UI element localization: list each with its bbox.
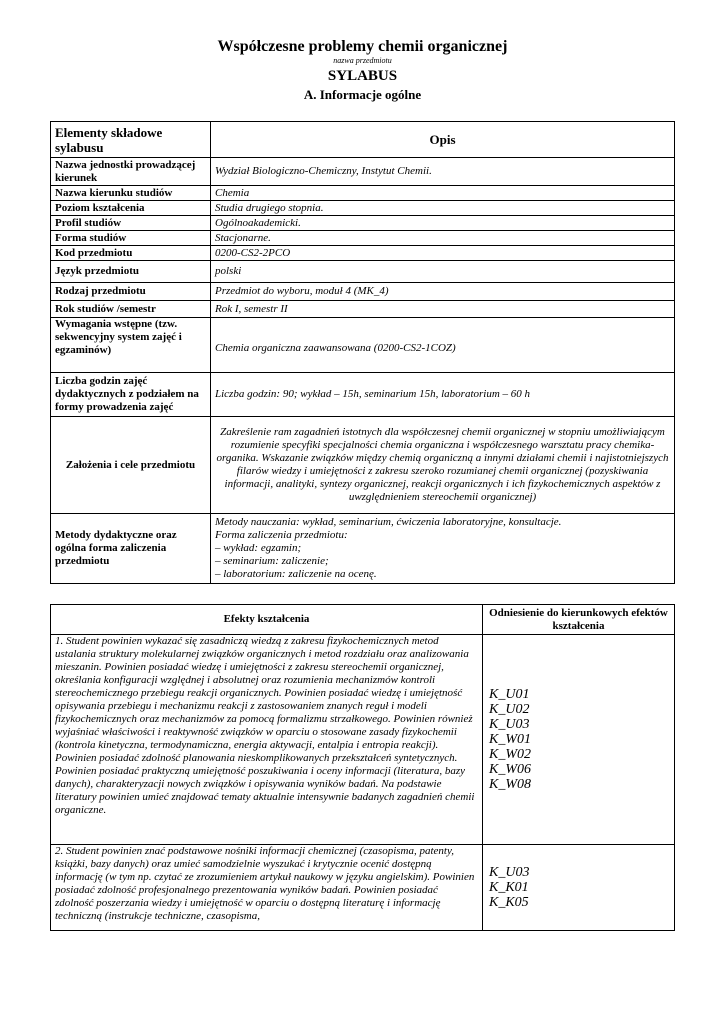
table-row (51, 845, 675, 931)
sylabus-heading: SYLABUS (327, 68, 398, 84)
row-label: Wymagania wstępne (tzw. sekwencyjny system zajęć i egzaminów) (51, 318, 211, 373)
outcome-code: K_W01 (489, 732, 531, 747)
outcome-code: K_U03 (489, 717, 530, 732)
row-label: Rodzaj przedmiotu (51, 283, 211, 301)
value-line: Forma zaliczenia przedmiotu: (215, 529, 348, 541)
effects-table-header (51, 605, 675, 635)
outcome-code: K_K01 (489, 880, 529, 895)
info-table-header (51, 122, 675, 158)
row-value: Przedmiot do wyboru, moduł 4 (MK_4) (211, 283, 675, 301)
row-label: Założenia i cele przedmiotu (51, 417, 211, 514)
value-line: Metody nauczania: wykład, seminarium, ćwiczenia laboratoryjne, konsultacje. (215, 516, 562, 528)
value-line: – laboratorium: zaliczenie na ocenę. (215, 568, 377, 580)
row-label: Metody dydaktyczne oraz ogólna forma zaliczenia przedmiotu (51, 514, 211, 584)
row-label: Nazwa kierunku studiów (51, 186, 211, 201)
row-value: polski (211, 261, 675, 283)
outcome-code: K_W02 (489, 747, 531, 762)
table-row (51, 373, 675, 417)
row-value: 0200-CS2-2PCO (211, 246, 675, 261)
general-info-table (50, 121, 675, 584)
table-row (51, 216, 675, 231)
elements-header: Elementy składowe sylabusu (51, 122, 211, 158)
outcome-codes (483, 845, 675, 931)
effects-header: Efekty kształcenia (51, 605, 483, 635)
opis-header: Opis (211, 122, 675, 158)
table-row (51, 201, 675, 216)
row-label: Nazwa jednostki prowadzącej kierunek (51, 158, 211, 186)
section-heading: A. Informacje ogólne (303, 87, 422, 102)
row-value: Stacjonarne. (211, 231, 675, 246)
course-title: Współczesne problemy chemii organicznej (217, 38, 508, 55)
row-value: Ogólnoakademicki. (211, 216, 675, 231)
row-label: Rok studiów /semestr (51, 301, 211, 318)
course-title-caption: nazwa przedmiotu (333, 56, 392, 65)
table-row (51, 186, 675, 201)
table-row (51, 231, 675, 246)
row-label: Liczba godzin zajęć dydaktycznych z podziałem na formy prowadzenia zajęć (51, 373, 211, 417)
table-row (51, 635, 675, 845)
value-line: – seminarium: zaliczenie; (215, 555, 329, 567)
table-row (51, 283, 675, 301)
outcome-code: K_U03 (489, 865, 530, 880)
row-value (211, 514, 675, 584)
outcome-codes (483, 635, 675, 845)
row-value: Rok I, semestr II (211, 301, 675, 318)
value-line: – wykład: egzamin; (215, 542, 302, 554)
learning-outcomes-table (50, 604, 675, 931)
table-row (51, 301, 675, 318)
table-row (51, 261, 675, 283)
outcome-code: K_U01 (489, 687, 530, 702)
row-label: Poziom kształcenia (51, 201, 211, 216)
row-label: Język przedmiotu (51, 261, 211, 283)
row-label: Kod przedmiotu (51, 246, 211, 261)
outcome-code: K_K05 (489, 895, 529, 910)
outcome-description: 1. Student powinien wykazać się zasadniczą wiedzą z zakresu fizykochemicznych metod ustalania struktury molekularnej związków organicznych i metod rozdziału oraz analizowania mieszanin. Powinien posiadać wiedzę i umiejętności z zakresu stereochemii organicznej, określania konfiguracji względnej i absolutnej oraz rozumienia mechanizmów kontroli stereochemicznego przebiegu reakcji organicznych. Powinien posiadać wiedzę i umiejętność opisywania przebiegu i mechanizmu reakcji z zastosowaniem znanych reguł i modeli fizykochemicznych oraz mechanizmów za pomocą formalizmu strzałkowego. Powinien również wyjaśniać właściwości i reaktywność związków w oparciu o stosowane zasady fizykochemii (kontrola kinetyczna, termodynamiczna, energia aktywacji, entalpia i entropia reakcji). Powinien posiadać zdolność planowania nieskomplikowanych przekształceń syntetycznych. Powinien posiadać praktyczną umiejętność poszukiwania i oceny informacji (literatura, bazy danych), charakteryzacji nowych związków i opisywania wyników badań. Na podstawie literatury powinien umieć znajdować tematy aktualnie intensywnie badanych zagadnień chemii organiczne. (51, 635, 483, 845)
table-row (51, 158, 675, 186)
row-value: Liczba godzin: 90; wykład – 15h, seminarium 15h, laboratorium – 60 h (211, 373, 675, 417)
outcome-code: K_W08 (489, 777, 531, 792)
table-row (51, 246, 675, 261)
outcome-code: K_W06 (489, 762, 531, 777)
reference-header: Odniesienie do kierunkowych efektów kształcenia (483, 605, 675, 635)
outcome-code: K_U02 (489, 702, 530, 717)
outcome-description: 2. Student powinien znać podstawowe nośniki informacji chemicznej (czasopisma, patenty, książki, bazy danych) oraz umieć samodzielnie wyszukać i krytycznie ocenić dostępną informację (w tym np. czytać ze zrozumieniem artykuł naukowy w języku angielskim). Powinien posiadać zdolność profesjonalnego prezentowania wyników badań. Powinien posiadać zdolność poszerzania wiedzy i umiejętność w oparciu o dostępną literaturę i informację techniczną (instrukcje techniczne, czasopisma, (51, 845, 483, 931)
page-header (0, 38, 725, 102)
table-row (51, 514, 675, 584)
row-value: Chemia (211, 186, 675, 201)
table-row (51, 417, 675, 514)
row-value: Wydział Biologiczno-Chemiczny, Instytut Chemii. (211, 158, 675, 186)
row-value: Zakreślenie ram zagadnień istotnych dla współczesnej chemii organicznej w stopniu umożliwiającym rozumienie specyfiki specjalności chemia organiczna i współczesnego warsztatu pracy chemika-organika. Wskazanie związków między chemią organiczną a innymi działami chemii i najistotniejszych filarów wiedzy i umiejętności z zakresu szeroko rozumianej chemii organicznej (pozyskiwania informacji, analityki, syntezy organicznej, reakcji organicznych i ich fizykochemicznych aspektów z uwzględnieniem stereochemii organicznej) (211, 417, 675, 514)
row-value: Chemia organiczna zaawansowana (0200-CS2-1COZ) (211, 318, 675, 373)
row-label: Profil studiów (51, 216, 211, 231)
row-value: Studia drugiego stopnia. (211, 201, 675, 216)
table-row (51, 318, 675, 373)
row-label: Forma studiów (51, 231, 211, 246)
